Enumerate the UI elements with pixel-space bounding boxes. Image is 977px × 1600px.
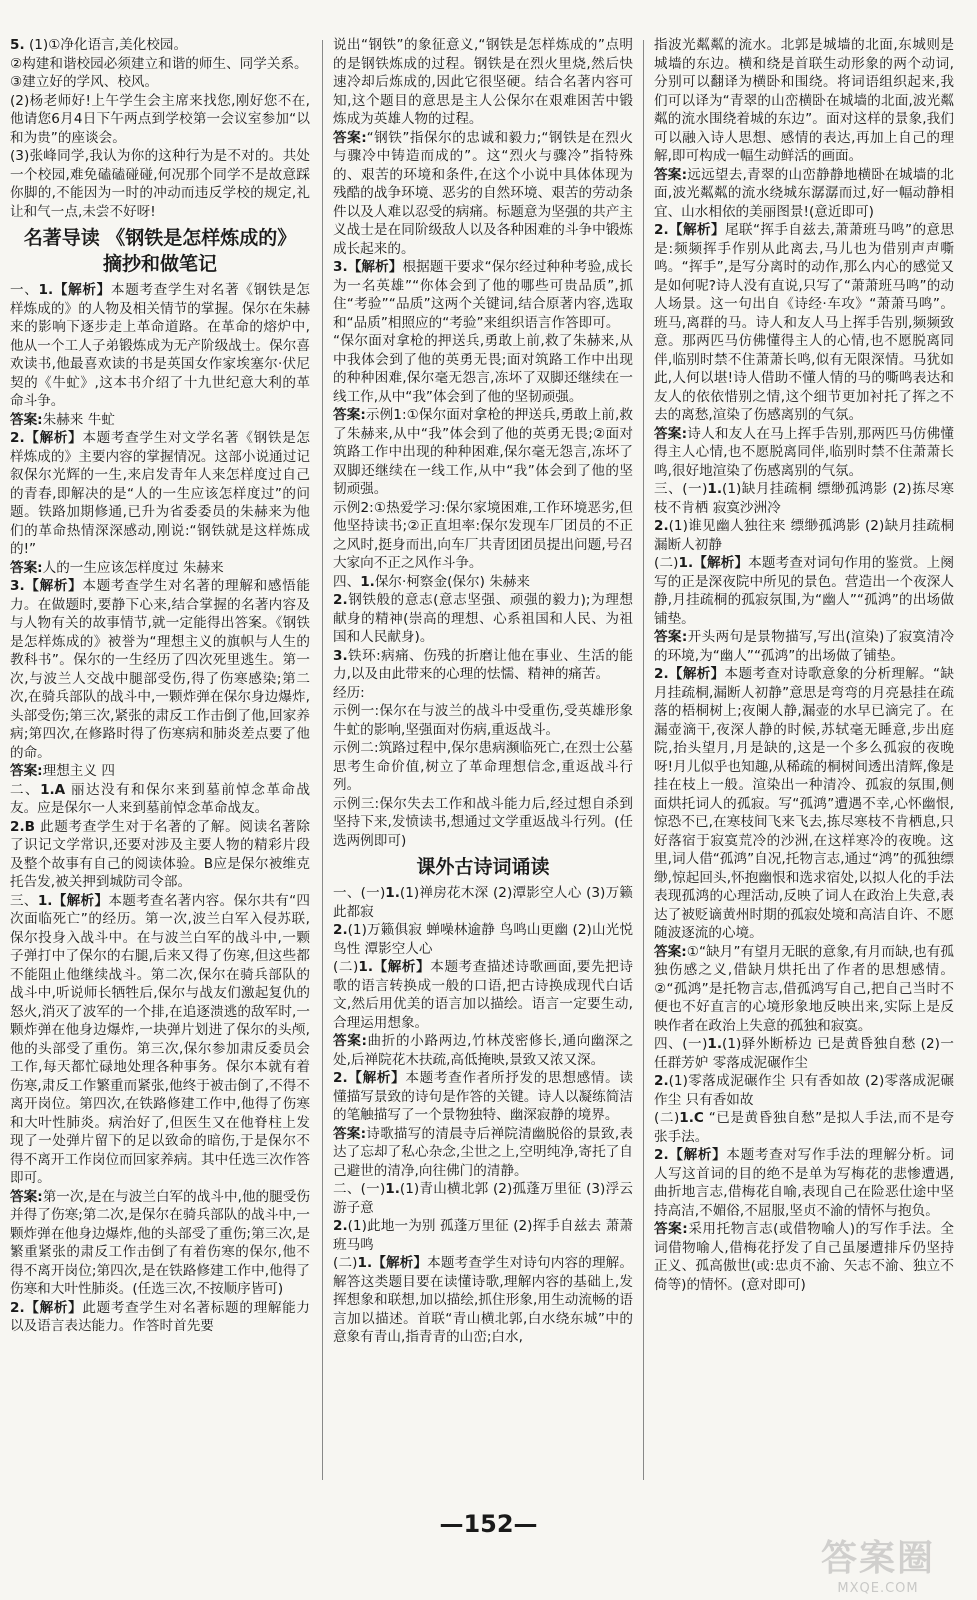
answer-paragraph: 经历: (333, 684, 365, 701)
answer-paragraph: 答案:朱赫来 牛虻 (10, 411, 115, 428)
answer-paragraph: 指波光粼粼的流水。北郭是城墙的北面,东城则是城墙的东边。横和绕是首联生动形象的两个动词,分别可以翻译为横卧和围绕。将词语组织起来,我们可以译为“青翠的山峦横卧在城墙的北面,波光粼粼的流水围绕着城的东边”。面对这样的景象,我们可以融入诗人思想、感情的表达,再加上自己的理解,即可构成一幅生动鲜活的画面。 (654, 37, 954, 164)
answer-paragraph: (二)1.C “已是黄昏独自愁”是拟人手法,而不是夸张手法。 (654, 1110, 954, 1145)
answer-paragraph: (3)张峰同学,我认为你的这种行为是不对的。共处一个校园,难免磕磕碰碰,何况那个同学不是故意踩你脚的,不能因为一时的冲动而违反学校的规定,礼让和气一点,未尝不好呀! (10, 148, 310, 220)
answer-paragraph: 课外古诗词诵读 (416, 856, 550, 878)
answer-paragraph: 2.【解析】此题考查学生对名著标题的理解能力以及语言表达能力。作答时首先要 (10, 1299, 310, 1334)
column-divider (643, 40, 644, 1480)
answer-paragraph: 2.B 此题考查学生对于名著的了解。阅读名著除了识记文学常识,还要对涉及主要人物的精彩片段及整个故事有自己的阅读体验。B应是保尔被维克托告发,被关押到城防司令部。 (10, 818, 310, 890)
answer-paragraph: 3.【解析】本题考查学生对名著的理解和感悟能力。在做题时,要静下心来,结合掌握的名著内容及与人物有关的故事情节,就一定能得出答案。《钢铁是怎样炼成的》被誉为“理想主义的旗帜与人生的教科书”。保尔的一生经历了四次死里逃生。第一次,与波兰人交战中腿部受伤,得了伤寒感染;第二次,在骑兵部队的战斗中,一颗炸弹在保尔身边爆炸,头部受伤;第三次,紧张的肃反工作击倒了他,回家养病;第四次,在修路时得了伤寒病和肺炎差点要了他的命。 (10, 578, 310, 761)
answer-paragraph: 一、1.【解析】本题考查学生对名著《钢铁是怎样炼成的》的人物及相关情节的掌握。保尔在朱赫来的影响下逐步走上革命道路。在革命的熔炉中,他从一个工人子弟锻炼成为无产阶级战士。保尔喜欢读书,他最喜欢读的书是英国女作家埃塞尔·伏尼契的《牛虻》,这本书介绍了十九世纪意大利的革命斗争。 (10, 282, 310, 409)
answer-paragraph: 2.(1)零落成泥碾作尘 只有香如故 (2)零落成泥碾作尘 只有香如故 (654, 1073, 954, 1108)
column-middle (333, 36, 633, 1496)
answer-paragraph: 示例2:①热爱学习:保尔家境困难,工作环境恶劣,但他坚持读书;②正直坦率:保尔发现车厂团员的不正之风时,挺身而出,向车厂共青团团员提出问题,号召大家向不正之风作斗争。 (333, 499, 633, 571)
answer-paragraph: 三、(一)1.(1)缺月挂疏桐 缥缈孤鸿影 (2)拣尽寒枝不肯栖 寂寞沙洲冷 (654, 481, 954, 516)
answer-paragraph: 答案:诗歌描写的清晨寺后禅院清幽脱俗的景致,表达了忘却了私心杂念,尘世之上,空明纯净,寄托了自己避世的清净,向往佛门的清静。 (333, 1125, 633, 1179)
answer-paragraph: 答案:诗人和友人在马上挥手告别,那两匹马仿佛懂得主人心情,也不愿脱离同伴,临别时禁不住萧萧长鸣,很好地渲染了伤感离别的气氛。 (654, 425, 954, 479)
answer-paragraph: 示例二:筑路过程中,保尔患病濒临死亡,在烈士公墓思考生命价值,树立了革命理想信念,重返战斗行列。 (333, 740, 633, 793)
answer-paragraph: 答案:开头两句是景物描写,写出(渲染)了寂寞清冷的环境,为“幽人”“孤鸿”的出场做了铺垫。 (654, 629, 954, 664)
answer-paragraph: 四、1.保尔·柯察金(保尔) 朱赫来 (333, 573, 530, 590)
answer-paragraph: 四、(一)1.(1)驿外断桥边 已是黄昏独自愁 (2)一任群芳妒 零落成泥碾作尘 (654, 1036, 954, 1071)
answer-paragraph: 2.钢铁般的意志(意志坚强、顽强的毅力);为理想献身的精神(崇高的理想、心系祖国和人民、为祖国和人民献身)。 (333, 592, 633, 645)
answer-paragraph: 答案:“钢铁”指保尔的忠诚和毅力;“钢铁是在烈火与骤冷中铸造而成的”。这“烈火与骤冷”指特殊的、艰苦的环境和条件,在这个小说中具体体现为残酷的战争环境、恶劣的自然环境、艰苦的劳动条件以及人难以忍受的病痛。标题意为坚强的共产主义战士是在同阶级敌人以及各种困难的斗争中锻炼成长起来的。 (333, 129, 633, 257)
answer-paragraph: 示例三:保尔失去工作和战斗能力后,经过想自杀到坚持下来,发愤读书,想通过文学重返战斗行列。(任选两例即可) (333, 795, 633, 849)
answer-paragraph: 一、(一)1.(1)禅房花木深 (2)潭影空人心 (3)万籁此都寂 (333, 885, 633, 920)
answer-paragraph: 2.【解析】本题考查作者所抒发的思想感情。读懂描写景致的诗句是作答的关键。诗人以凝练简洁的笔触描写了一个景物独特、幽深寂静的境界。 (333, 1070, 633, 1123)
answer-paragraph: 三、1.【解析】本题考查名著内容。保尔共有“四次面临死亡”的经历。第一次,波兰白军入侵苏联,保尔投身入战斗中。在与波兰白军的战斗中,一颗子弹打中了保尔的右腿,后来又得了伤寒,但这些都不能阻止他继续战斗。第二次,保尔在骑兵部队的战斗中,听说师长牺牲后,保尔与战友们激起复仇的怒火,消灭了波军的一个排,在追逐溃逃的敌军时,一颗炸弹在他身边爆炸,一块弹片划进了保尔的头颅,他的头部受了重伤。第三次,保尔参加肃反委员会工作,每天都忙碌地处理各种事务。保尔本就有着伤寒,肃反工作繁重而紧张,他终于被击倒了,不得不离开岗位。第四次,在铁路修建工作中,他得了伤寒和大叶性肺炎。病治好了,但医生又在他脊柱上发现了一处弹片留下的足以致命的暗伤,于是保尔不得不离开工作岗位而回家养病。其中任选三次作答即可。 (10, 892, 310, 1186)
answer-paragraph: 答案:①“缺月”有望月无眠的意象,有月而缺,也有孤独伤感之义,借缺月烘托出了作者的思想感情。②“孤鸿”是托物言志,借孤鸿写自己,把自己当时不便也不好直言的心境形象地反映出来,实际上是反映作者在政治上失意的孤独和寂寞。 (654, 943, 954, 1034)
answer-paragraph: 名著导读 《钢铁是怎样炼成的》 摘抄和做笔记 (23, 227, 297, 275)
answer-paragraph: 2.(1)谁见幽人独往来 缥缈孤鸿影 (2)缺月挂疏桐 漏断人初静 (654, 518, 954, 553)
answer-paragraph: “保尔面对拿枪的押送兵,勇敢上前,救了朱赫来,从中我体会到了他的英勇无畏;面对筑路工作中出现的种种困难,保尔毫无怨言,冻坏了双脚还继续在一线工作,从中“我”体会到了他的坚韧顽强。 (333, 333, 633, 405)
answer-paragraph: 答案:远远望去,青翠的山峦静静地横卧在城墙的北面,波光粼粼的流水绕城东潺潺而过,好一幅动静相宜、山水相依的美丽图景!(意近即可) (654, 166, 954, 220)
answer-paragraph: 2.【解析】本题考查对诗歌意象的分析理解。“缺月挂疏桐,漏断人初静”意思是弯弯的月亮悬挂在疏落的梧桐树上;夜阑人静,漏壶的水早已滴完了。在漏壶滴干,夜深人静的时候,苏轼毫无睡意,步出庭院,抬头望月,月是缺的,这是一个多么孤寂的夜晚呀!月儿似乎也知趣,从稀疏的桐树间透出清辉,像是挂在枝上一般。渲染出一种清冷、孤寂的氛围,侧面烘托词人的孤寂。写“孤鸿”遭遇不幸,心怀幽恨,惊恐不已,在寒枝间飞来飞去,拣尽寒枝不肯栖息,只好落宿于寂寞荒冷的沙洲,在这样寒冷的夜晚。这里,词人借“孤鸿”自况,托物言志,通过“鸿”的孤独缥缈,惊起回头,怀抱幽恨和选求宿处,以拟人化的手法表现孤鸿的心理活动,反映了词人在政治上失意,表达了被贬谪黄州时期的孤寂处境和高洁自许、不愿随波逐流的心境。 (654, 666, 954, 941)
watermark-logo-text: 答案圈 (820, 1538, 935, 1579)
answer-paragraph: 答案:示例1:①保尔面对拿枪的押送兵,勇敢上前,救了朱赫来,从中“我”体会到了他的英勇无畏;②面对筑路工作中出现的种种困难,保尔毫无怨言,冻坏了双脚还继续在一线工作,从中“我”体会到了他的坚韧顽强。 (333, 407, 633, 497)
answer-paragraph: 答案:理想主义 四 (10, 763, 115, 779)
answer-paragraph: 答案:曲折的小路两边,竹林茂密修长,通向幽深之处,后禅院花木扶疏,高低掩映,景致又浓又深。 (333, 1033, 633, 1068)
answer-paragraph: 二、(一)1.(1)青山横北郭 (2)孤蓬万里征 (3)浮云游子意 (333, 1181, 633, 1216)
watermark-url: MXQE.COM (837, 1581, 919, 1596)
answer-paragraph: 3.铁环:病痛、伤残的折磨让他在事业、生活的能力,以及由此带来的心理的怯懦、精神的痛苦。 (333, 647, 633, 682)
column-right (654, 36, 954, 1446)
answer-paragraph: (二)1.【解析】本题考查对词句作用的鉴赏。上阕写的正是深夜院中所见的景色。营造出一个夜深人静,月挂疏桐的孤寂氛围,为“幽人”“孤鸿”的出场做铺垫。 (654, 555, 954, 627)
answer-paragraph: (2)杨老师好!上午学生会主席来找您,刚好您不在,他请您6月4日下午两点到学校第一会议室参加“以和为贵”的座谈会。 (10, 92, 310, 146)
watermark-logo (793, 1530, 963, 1596)
answer-paragraph: 2.【解析】尾联“挥手自兹去,萧萧班马鸣”的意思是:频频挥手作别从此离去,马儿也为借别声声嘶鸣。“挥手”,是写分离时的动作,那么内心的感觉又是如何呢?诗人没有直说,只写了“萧萧班马鸣”的动人场景。这一句出自《诗经·车攻》“萧萧马鸣”。班马,离群的马。诗人和友人马上挥手告别,频频致意。那两匹马仿佛懂得主人的心情,也不愿脱离同伴,临别时禁不住萧萧长鸣,似有无限深情。马犹如此,人何以堪!诗人借助不懂人情的马的嘶鸣表达和友人的依依惜别之情,这个细节更加衬托了挥之不去的离愁,渲染了伤感离别的气氛。 (654, 222, 954, 423)
answer-paragraph: 答案:人的一生应该怎样度过 朱赫来 (10, 559, 224, 576)
answer-paragraph: 二、1.A 丽达没有和保尔来到墓前悼念革命战友。应是保尔一人来到墓前悼念革命战友。 (10, 781, 310, 816)
answer-paragraph: ②构建和谐校园必须建立和谐的师生、同学关系。 (10, 55, 308, 72)
answer-paragraph: ③建立好的学风、校风。 (10, 74, 159, 90)
answer-paragraph: 说出“钢铁”的象征意义,“钢铁是怎样炼成的”点明的是钢铁炼成的过程。钢铁是在烈火里烧,然后快速冷却后炼成的,因此它很坚硬。结合名著内容可知,这个题目的意思是主人公保尔在艰难困苦中锻炼成为英雄人物的过程。 (333, 37, 633, 127)
answer-paragraph: 2.(1)万籁俱寂 蝉噪林逾静 鸟鸣山更幽 (2)山光悦鸟性 潭影空人心 (333, 922, 633, 957)
answer-paragraph: 2.(1)此地一为别 孤蓬万里征 (2)挥手自兹去 萧萧班马鸣 (333, 1218, 633, 1253)
answer-paragraph: 答案:采用托物言志(或借物喻人)的写作手法。全词借物喻人,借梅花抒发了自己虽屡遭排斥仍坚持正义、孤高傲世(或:忠贞不渝、矢志不渝、独立不倚等)的情怀。(意对即可) (654, 1221, 954, 1293)
page-number: —152— (439, 1510, 538, 1538)
answer-paragraph: 2.【解析】本题考查对写作手法的理解分析。词人写这首词的目的绝不是单为写梅花的悲惨遭遇,曲折地言志,借梅花自喻,表现自己在险恶仕途中坚持高洁,不媚俗,不屈服,坚贞不渝的情怀与抱负。 (654, 1147, 954, 1219)
column-left (10, 36, 310, 1526)
answer-paragraph: 示例一:保尔在与波兰的战斗中受重伤,受英雄形象牛虻的影响,坚强面对伤病,重返战斗。 (333, 703, 633, 738)
answer-paragraph: 5. (1)①净化语言,美化校园。 (10, 37, 188, 53)
answer-paragraph: (二)1.【解析】本题考查描述诗歌画面,要先把诗歌的语言转换成一般的口语,把古诗换成现代白话文,然后用优美的语言加以描绘。语言一定要生动,合理运用想象。 (333, 959, 633, 1031)
answer-paragraph: (二)1.【解析】本题考查学生对诗句内容的理解。解答这类题目要在读懂诗歌,理解内容的基础上,发挥想象和联想,加以描绘,抓住形象,用生动流畅的语言加以描述。首联“青山横北郭,白水绕东城”中的意象有青山,指青青的山峦;白水, (333, 1255, 633, 1345)
answer-paragraph: 答案:第一次,是在与波兰白军的战斗中,他的腿受伤并得了伤寒;第二次,是保尔在骑兵部队的战斗中,一颗炸弹在他身边爆炸,他的头部受了重伤;第三次,是繁重紧张的肃反工作击倒了有着伤寒的保尔,他不得不离开岗位;第四次,是在铁路修建工作中,他得了伤寒和大叶性肺炎。(任选三次,不按顺序皆可) (10, 1188, 310, 1297)
answer-paragraph: 3.【解析】根据题干要求“保尔经过种种考验,成长为一名英雄”“你体会到了他的哪些可贵品质”,抓住“考验”“品质”这两个关键词,结合原著内容,选取和“品质”相照应的“考验”来组织语言作答即可。 (333, 259, 633, 331)
column-divider (322, 40, 323, 1480)
answer-paragraph: 2.【解析】本题考查学生对文学名著《钢铁是怎样炼成的》主要内容的掌握情况。这部小说通过记叙保尔光辉的一生,来启发青年人来怎样度过自己的青春,即解决的是“人的一生应该怎样度过”的问题。铁路加期修通,已升为省委委员的朱赫来为他们的革命热情深深感动,刚说:“钢铁就是这样炼成的!” (10, 430, 310, 557)
